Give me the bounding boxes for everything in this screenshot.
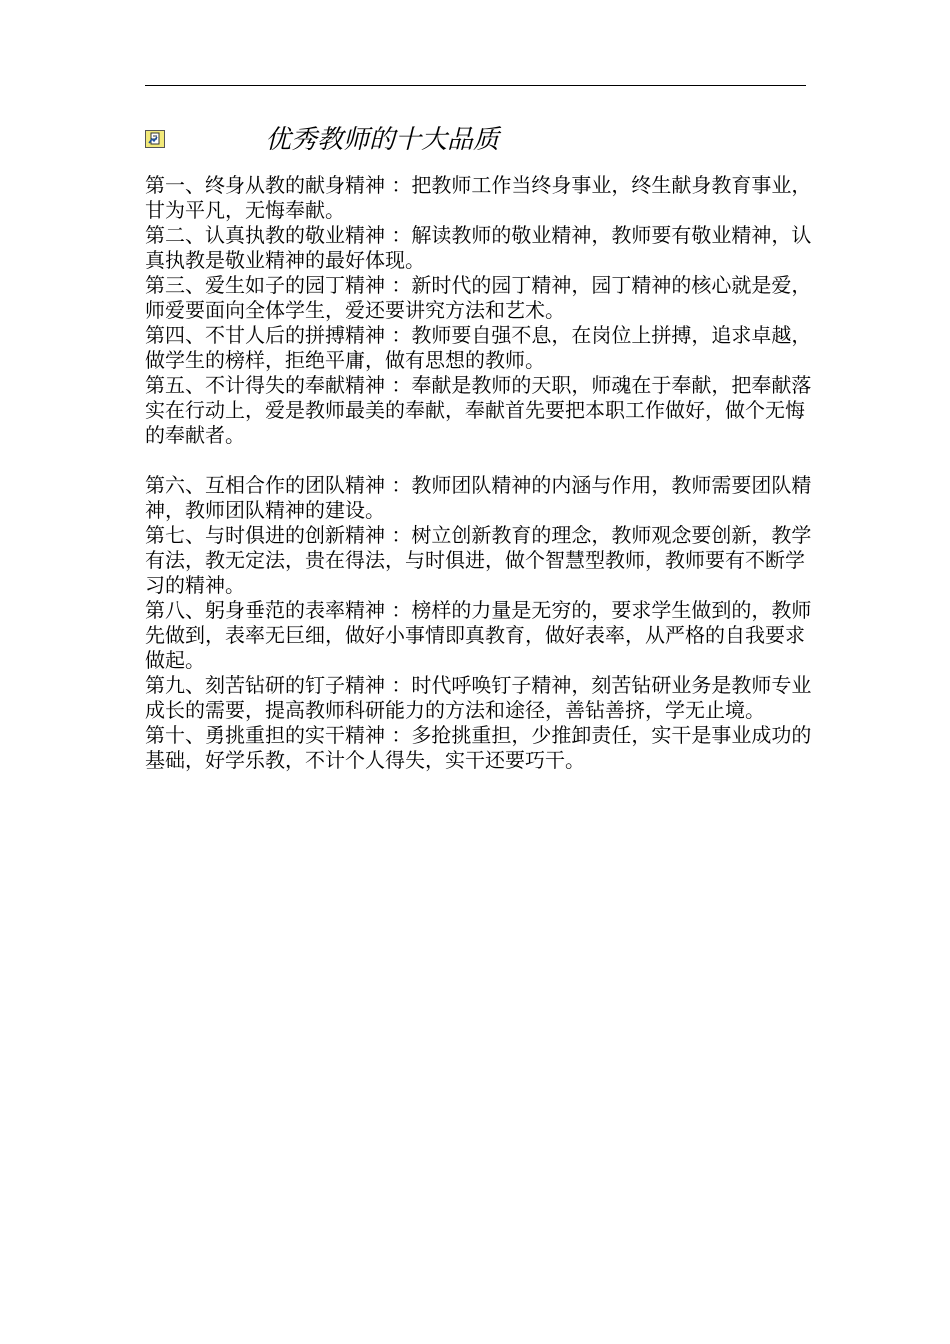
paragraph-3: 第三、爱生如子的园丁精神 ：新时代的园丁精神，园丁精神的核心就是爱，师爱要面向全体学生，爱还要讲究方法和艺术。 <box>145 273 812 322</box>
paragraph-10: 第十、勇挑重担的实干精神 ：多抢挑重担，少推卸责任，实干是事业成功的基础，好学乐教，不计个人得失，实干还要巧干。 <box>145 723 812 772</box>
document-body <box>145 173 813 773</box>
paragraph-7: 第七、与时俱进的创新精神 ：树立创新教育的理念，教师观念要创新，教学有法，教无定法，贵在得法，与时俱进，做个智慧型教师，教师要有不断学习的精神。 <box>145 523 812 597</box>
paragraph-9: 第九、刻苦钻研的钉子精神 ：时代呼唤钉子精神，刻苦钻研业务是教师专业成长的需要，提高教师科研能力的方法和途径，善钻善挤，学无止境。 <box>145 673 812 722</box>
paragraph-6: 第六、互相合作的团队精神 ：教师团队精神的内涵与作用，教师需要团队精神，教师团队精神的建设。 <box>145 473 812 522</box>
paragraph-5: 第五、不计得失的奉献精神 ：奉献是教师的天职，师魂在于奉献，把奉献落实在行动上，爱是教师最美的奉献，奉献首先要把本职工作做好，做个无悔的奉献者。 <box>145 373 812 447</box>
document-title: 优秀教师的十大品质 <box>265 125 500 155</box>
paragraph-8: 第八、躬身垂范的表率精神 ：榜样的力量是无穷的，要求学生做到的，教师先做到，表率无巨细，做好小事情即真教育，做好表率，从严格的自我要求做起。 <box>145 598 812 672</box>
paragraph-2: 第二、认真执教的敬业精神 ：解读教师的敬业精神，教师要有敬业精神，认真执教是敬业精神的最好体现。 <box>145 223 812 272</box>
paragraph-4: 第四、不甘人后的拼搏精神 ：教师要自强不息，在岗位上拼搏，追求卓越，做学生的榜样，拒绝平庸，做有思想的教师。 <box>145 323 812 372</box>
paragraph-1: 第一、终身从教的献身精神 ：把教师工作当终身事业，终生献身教育事业，甘为平凡，无悔奉献。 <box>145 173 812 222</box>
document-object-icon <box>145 130 165 148</box>
header-rule <box>145 85 806 86</box>
title-row <box>145 120 806 160</box>
